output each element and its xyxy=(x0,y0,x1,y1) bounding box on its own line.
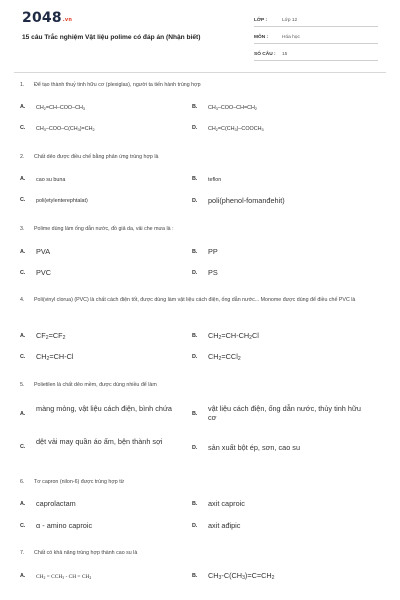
question-stem xyxy=(20,478,380,486)
page-header xyxy=(0,0,400,68)
option-b[interactable] xyxy=(192,331,259,343)
site-logo[interactable] xyxy=(22,10,72,26)
document-title: 15 câu Trắc nghiệm Vật liệu polime có đáp án (Nhận biết) xyxy=(22,34,201,41)
option-key: C. xyxy=(20,197,26,203)
option-a[interactable] xyxy=(20,331,65,343)
header-divider xyxy=(14,72,386,73)
meta-info xyxy=(254,14,378,65)
option-value: $CH_2=CH-Cl$ xyxy=(36,352,74,362)
option-key: A. xyxy=(20,104,26,110)
option-key: A. xyxy=(20,501,26,507)
question-number: 6. xyxy=(20,479,25,485)
option-c[interactable] xyxy=(20,125,95,134)
option-key: D. xyxy=(192,523,198,529)
option-key: D. xyxy=(192,270,198,276)
option-key: D. xyxy=(192,198,198,204)
option-value: PP xyxy=(208,247,218,256)
option-d[interactable] xyxy=(192,521,240,530)
option-c[interactable] xyxy=(20,197,88,205)
question-text: Polime dùng làm ống dẫn nước, đồ giả da, vải che mưa là : xyxy=(34,226,174,232)
option-key: B. xyxy=(192,249,198,255)
option-value: poli(phenol-fomanđehit) xyxy=(208,196,285,205)
question-5 xyxy=(20,381,380,389)
option-c[interactable] xyxy=(20,521,92,530)
meta-label: LỚP : xyxy=(254,17,268,23)
option-value: $CH_2=CCl_2$ xyxy=(208,352,241,362)
question-text: Polietilen là chất dẻo mềm, được dùng nhiều để làm xyxy=(34,382,157,388)
question-text: Tơ capron (nilon-6) được trùng hợp từ xyxy=(34,479,125,485)
option-key: A. xyxy=(20,573,26,579)
option-value: $CH_2 = CCH_3$ - CH = $CH_2$ xyxy=(36,574,92,580)
option-key: A. xyxy=(20,249,26,255)
option-d[interactable] xyxy=(192,352,241,364)
option-value: $CH_3-COO-C(CH_3)=CH_2$ xyxy=(36,126,95,132)
meta-row-count xyxy=(254,48,378,61)
question-stem xyxy=(20,153,380,161)
option-value: $CH_3-C(CH_3)=C=CH_2$ xyxy=(208,571,275,581)
option-key: D. xyxy=(192,125,198,131)
option-b[interactable] xyxy=(192,104,257,113)
question-number: 3. xyxy=(20,226,25,232)
question-number: 4. xyxy=(20,297,25,303)
option-d[interactable] xyxy=(192,196,285,205)
option-value: sản xuất bột ép, sơn, cao su xyxy=(208,443,300,452)
question-stem xyxy=(20,381,380,389)
option-key: B. xyxy=(192,176,198,182)
question-stem xyxy=(20,81,380,89)
option-b[interactable] xyxy=(192,571,275,583)
option-key: C. xyxy=(20,270,26,276)
option-a[interactable] xyxy=(20,247,50,256)
question-text: Poli(vinyl clorua) (PVC) là chất cách điện tốt, được dùng làm vật liệu cách điện, ống dẫn nước... Monome được dùng để điều chế PVC là xyxy=(34,297,356,303)
question-1 xyxy=(20,81,380,89)
option-value: PVC xyxy=(36,268,52,277)
option-value: PS xyxy=(208,268,218,277)
meta-value: Lớp 12 xyxy=(282,17,298,23)
question-number: 1. xyxy=(20,82,25,88)
option-value: PVA xyxy=(36,247,51,256)
meta-row-grade xyxy=(254,14,378,27)
option-value: caprolactam xyxy=(36,499,76,508)
question-text: Chất dẻo được điều chế bằng phản ứng trùng hợp là xyxy=(34,154,159,160)
question-number: 7. xyxy=(20,550,25,556)
option-value: màng mỏng, vật liệu cách điện, bình chứa xyxy=(36,404,172,413)
option-b[interactable] xyxy=(192,176,221,184)
question-text: Chất có khả năng trùng hợp thành cao su là xyxy=(34,550,138,556)
question-7 xyxy=(20,549,380,557)
meta-value: Hóa học xyxy=(282,34,300,40)
question-stem xyxy=(20,549,380,557)
question-number: 5. xyxy=(20,382,25,388)
option-a[interactable] xyxy=(20,104,85,113)
option-value: vật liệu cách điện, ống dẫn nước, thủy tinh hữu cơ xyxy=(208,404,361,422)
option-key: A. xyxy=(20,333,26,339)
option-key: B. xyxy=(192,573,198,579)
option-c[interactable] xyxy=(20,268,51,277)
option-value: cao su buna xyxy=(36,177,66,183)
option-value: $CH_3-COO-CH=CH_2$ xyxy=(208,105,258,111)
meta-label: SỐ CÂU : xyxy=(254,51,276,57)
option-key: C. xyxy=(20,444,26,450)
option-value: axit caproic xyxy=(208,499,245,508)
option-value: $CF_2=CF_2$ xyxy=(36,331,66,341)
option-b[interactable] xyxy=(192,247,218,256)
option-c[interactable] xyxy=(20,352,74,364)
option-a[interactable] xyxy=(20,573,91,582)
option-value: teflon xyxy=(208,177,222,183)
question-4 xyxy=(20,296,380,304)
meta-label: MÔN : xyxy=(254,34,269,40)
option-key: C. xyxy=(20,125,26,131)
option-key: C. xyxy=(20,523,26,529)
logo-text: 2048 xyxy=(22,10,62,26)
option-a[interactable] xyxy=(20,176,65,184)
option-value: poli(etylenterephtalat) xyxy=(36,198,88,204)
option-key: B. xyxy=(192,501,198,507)
option-value: axit ađipic xyxy=(208,521,241,530)
logo-suffix: .vn xyxy=(62,17,73,23)
question-text: Để tạo thành thuỷ tinh hữu cơ (plexiglas), người ta tiến hành trùng hợp xyxy=(34,82,201,88)
question-stem xyxy=(20,296,380,304)
option-value: dệt vải may quần áo ấm, bện thành sợi xyxy=(36,437,163,446)
meta-row-subject xyxy=(254,31,378,44)
question-stem xyxy=(20,225,380,233)
option-key: B. xyxy=(192,411,198,417)
option-key: A. xyxy=(20,411,26,417)
option-value: $CH_2=CH-COO-CH_3$ xyxy=(36,105,86,111)
option-a[interactable] xyxy=(20,499,76,508)
option-key: A. xyxy=(20,176,26,182)
question-2 xyxy=(20,153,380,161)
option-b[interactable] xyxy=(192,499,245,508)
option-a[interactable] xyxy=(20,404,180,417)
question-6 xyxy=(20,478,380,486)
option-value: $CH_2=CH-CH_2Cl$ xyxy=(208,331,259,341)
option-value: $CH_2=C(CH_3)-COOCH_3$ xyxy=(208,126,264,132)
option-key: B. xyxy=(192,333,198,339)
option-d[interactable] xyxy=(192,125,264,134)
option-key: B. xyxy=(192,104,198,110)
meta-value: 15 xyxy=(282,51,288,57)
question-3 xyxy=(20,225,380,233)
option-key: D. xyxy=(192,445,198,451)
option-key: D. xyxy=(192,354,198,360)
question-number: 2. xyxy=(20,154,25,160)
option-d[interactable] xyxy=(192,443,367,452)
option-key: C. xyxy=(20,354,26,360)
option-d[interactable] xyxy=(192,268,218,277)
option-b[interactable] xyxy=(192,404,367,422)
option-value: α - amino caproic xyxy=(36,521,93,530)
option-c[interactable] xyxy=(20,437,180,450)
